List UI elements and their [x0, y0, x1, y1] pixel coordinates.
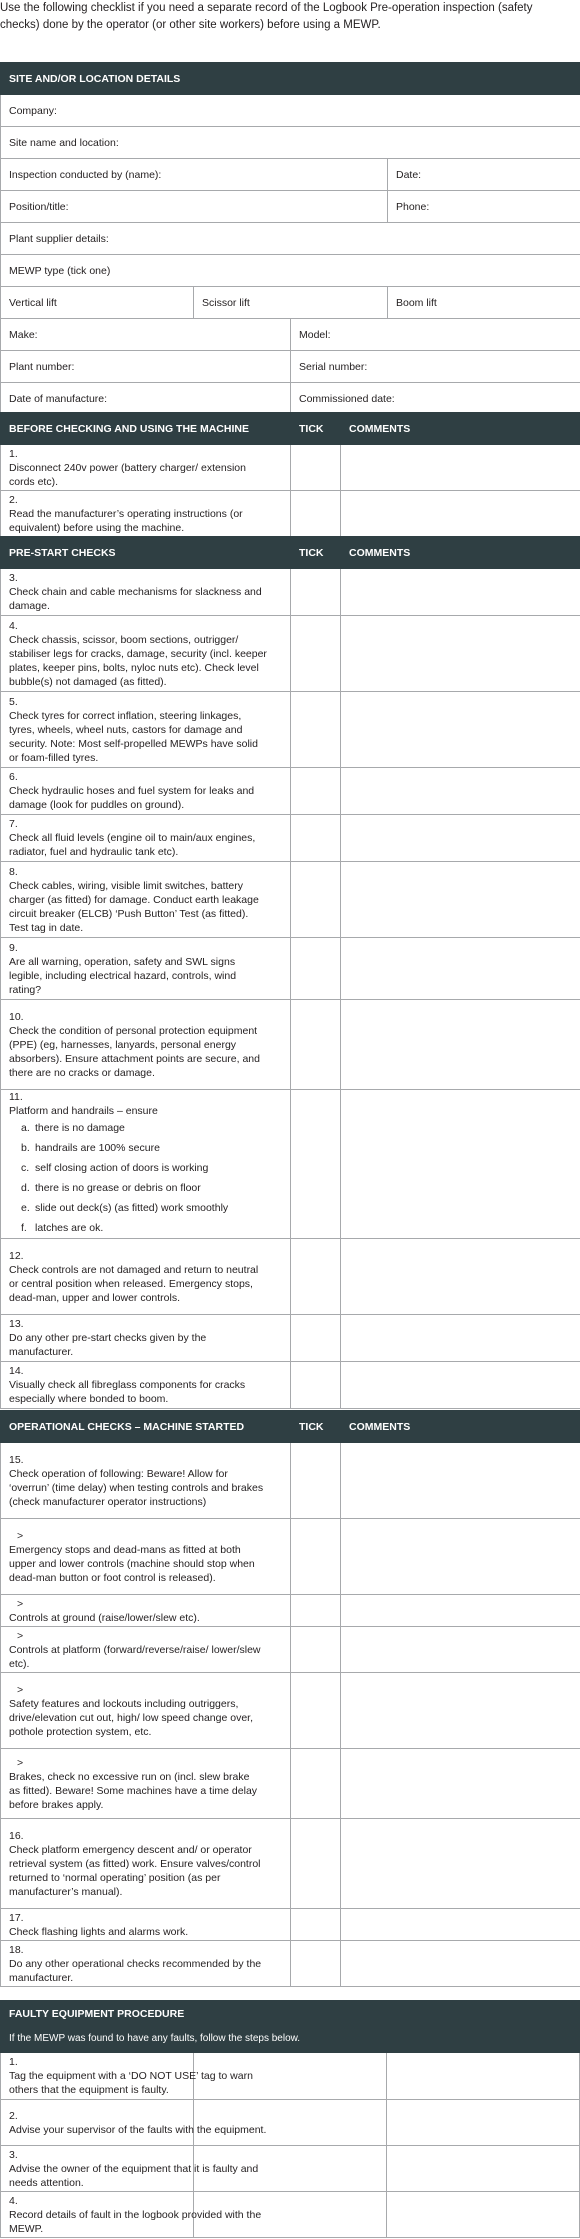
commissioned-date-field[interactable]: Commissioned date: — [291, 383, 580, 415]
faulty-subheader: If the MEWP was found to have any faults, follow the steps below. — [1, 2027, 580, 2053]
checklist-row — [1, 1673, 580, 1749]
checklist-row — [1, 1443, 580, 1519]
company-field[interactable]: Company: — [1, 95, 580, 127]
plant-supplier-field[interactable]: Plant supplier details: — [1, 223, 580, 255]
item-number: 5. — [9, 695, 18, 708]
tick-cell[interactable] — [291, 768, 341, 815]
item-text: Advise the owner of the equipment that it is faulty and needs attention. — [9, 2162, 259, 2189]
comments-cell[interactable] — [341, 445, 580, 491]
checklist-row — [1, 1519, 580, 1595]
operational-table — [0, 1410, 580, 1987]
procedure-row — [1, 2100, 580, 2146]
checklist-row — [1, 1627, 580, 1673]
item-text: Do any other pre-start checks given by the manufacturer. — [9, 1332, 207, 1358]
inspection-by-field[interactable]: Inspection conducted by (name): — [1, 159, 388, 191]
comments-cell[interactable] — [341, 569, 580, 616]
item-number: 18. — [9, 1943, 24, 1956]
item-text: Check controls are not damaged and return to neutral or central position when released. Emergency stops, dead-man, upper and lower controls. — [9, 1263, 259, 1304]
site-details-table — [0, 62, 580, 415]
item-number: 12. — [9, 1249, 24, 1262]
item-text: Safety features and lockouts including outriggers, drive/elevation cut out, high/ low speed change over, pothole protection system, etc. — [9, 1697, 253, 1738]
sublist-item: a. there is no damage — [21, 1122, 125, 1134]
item-text: Advise your supervisor of the faults with the equipment. — [9, 2123, 267, 2136]
sublist-item: d. there is no grease or debris on floor — [21, 1182, 201, 1194]
intro-text: Use the following checklist if you need a separate record of the Logbook Pre-operation inspection (safety checks) done by the operator (or other site workers) before using a MEWP. — [0, 2, 533, 31]
operational-header: OPERATIONAL CHECKS – MACHINE STARTED — [1, 1411, 291, 1443]
checklist-row — [1, 1749, 580, 1819]
tick-cell[interactable] — [291, 692, 341, 768]
plant-number-field[interactable]: Plant number: — [1, 351, 291, 383]
tick-cell[interactable] — [291, 1819, 341, 1909]
comments-cell[interactable] — [341, 1941, 580, 1987]
comments-cell[interactable] — [341, 692, 580, 768]
checklist-row — [1, 445, 580, 491]
before-checking-table — [0, 412, 580, 537]
date-field[interactable]: Date: — [388, 159, 580, 191]
item-text: Check cables, wiring, visible limit switches, battery charger (as fitted) for damage. Conduct earth leakage circuit breaker (ELCB) ‘Push Button’ Test (as fitted). Test tag in date. — [9, 879, 259, 934]
item-number: 3. — [9, 572, 18, 584]
item-text: Platform and handrails – ensure — [9, 1105, 158, 1117]
checklist-row — [1, 569, 580, 616]
item-number: 1. — [9, 2056, 18, 2068]
item-number: 10. — [9, 1010, 24, 1023]
comments-column-header: COMMENTS — [341, 537, 580, 569]
item-number: 16. — [9, 1829, 24, 1842]
checklist-row — [1, 862, 580, 938]
item-number: 7. — [9, 818, 18, 830]
arrow-icon: > — [17, 1529, 24, 1542]
prestart-table — [0, 536, 580, 1409]
comments-cell[interactable] — [341, 1315, 580, 1362]
sublist-item: c. self closing action of doors is working — [21, 1162, 209, 1174]
tick-cell[interactable] — [291, 1519, 341, 1595]
item-number: 2. — [9, 493, 18, 506]
checklist-row — [1, 1315, 580, 1362]
item-text: Record details of fault in the logbook provided with the MEWP. — [9, 2208, 262, 2235]
item-number: 4. — [9, 619, 18, 632]
arrow-icon: > — [17, 1756, 24, 1769]
item-text: Controls at ground (raise/lower/slew etc). — [9, 1611, 200, 1624]
item-text: Do any other operational checks recommended by the manufacturer. — [9, 1957, 262, 1984]
faulty-header: FAULTY EQUIPMENT PROCEDURE — [1, 2001, 580, 2027]
tick-cell[interactable] — [291, 1909, 341, 1941]
item-text: Disconnect 240v power (battery charger/ extension cords etc). — [9, 461, 246, 488]
comments-cell[interactable] — [341, 862, 580, 938]
comments-cell[interactable] — [341, 1090, 580, 1239]
item-number: 6. — [9, 771, 18, 783]
item-text: Check platform emergency descent and/ or operator retrieval system (as fitted) work. Ensure valves/control returned to ‘normal operating’ position (as per manufacturer’s manual). — [9, 1843, 261, 1898]
item-number: 17. — [9, 1911, 24, 1924]
item-number: 4. — [9, 2194, 18, 2207]
tick-cell[interactable] — [291, 1595, 341, 1627]
arrow-icon: > — [17, 1629, 24, 1642]
item-text: Check all fluid levels (engine oil to main/aux engines, radiator, fuel and hydraulic tank etc). — [9, 832, 256, 858]
item-number: 13. — [9, 1318, 24, 1330]
item-text: Emergency stops and dead-mans as fitted at both upper and lower controls (machine should stop when dead-man button or foot control is released). — [9, 1543, 255, 1584]
comments-cell[interactable] — [341, 768, 580, 815]
comments-cell[interactable] — [341, 815, 580, 862]
item-text: Controls at platform (forward/reverse/raise/ lower/slew etc). — [9, 1643, 261, 1670]
mewp-type-label: MEWP type (tick one) — [1, 255, 580, 287]
item-text: Are all warning, operation, safety and SWL signs legible, including electrical hazard, controls, wind rating? — [9, 955, 237, 996]
procedure-row — [1, 2053, 580, 2100]
item-text: Check chain and cable mechanisms for slackness and damage. — [9, 586, 262, 612]
item-text: Brakes, check no excessive run on (incl. slew brake as fitted). Beware! Some machines have a time delay before brakes apply. — [9, 1770, 258, 1811]
comments-cell[interactable] — [341, 1362, 580, 1409]
comments-cell[interactable] — [341, 938, 580, 1000]
item-number: 1. — [9, 447, 18, 460]
tick-cell[interactable] — [291, 491, 341, 537]
comments-cell[interactable] — [387, 2192, 580, 2238]
item-text: Read the manufacturer’s operating instructions (or equivalent) before using the machine. — [9, 507, 243, 534]
comments-cell[interactable] — [341, 1595, 580, 1627]
tick-column-header: TICK — [291, 413, 341, 445]
checklist-row — [1, 1941, 580, 1987]
comments-cell[interactable] — [341, 1239, 580, 1315]
item-number: 8. — [9, 865, 18, 878]
vertical-lift-option[interactable]: Vertical lift — [1, 287, 194, 319]
comments-cell[interactable] — [341, 491, 580, 537]
item-text: Check hydraulic hoses and fuel system for leaks and damage (look for puddles on ground). — [9, 785, 255, 811]
comments-cell[interactable] — [341, 1909, 580, 1941]
before-header: BEFORE CHECKING AND USING THE MACHINE — [1, 413, 291, 445]
item-number: 15. — [9, 1453, 24, 1466]
arrow-icon: > — [17, 1597, 24, 1610]
comments-cell[interactable] — [341, 1673, 580, 1749]
item-number: 2. — [9, 2109, 18, 2122]
item-text: Check chassis, scissor, boom sections, outrigger/ stabiliser legs for cracks, damage, security (incl. keeper plates, keeper pins, bolts, nyloc nuts etc). Check level bubble(s) not damaged (as fitted). — [9, 633, 267, 688]
comments-cell[interactable] — [341, 1749, 580, 1819]
sublist-item: b. handrails are 100% secure — [21, 1142, 160, 1154]
checklist-row — [1, 938, 580, 1000]
item-text: Check tyres for correct inflation, steering linkages, tyres, wheels, wheel nuts, castors for damage and security. Note: Most self-propelled MEWPs have solid or foam-filled tyres. — [9, 709, 258, 764]
position-field[interactable]: Position/title: — [1, 191, 388, 223]
checklist-row — [1, 1000, 580, 1090]
checklist-row — [1, 1909, 580, 1941]
sublist-item: e. slide out deck(s) (as fitted) work smoothly — [21, 1202, 229, 1214]
tick-cell[interactable] — [291, 1315, 341, 1362]
tick-cell[interactable] — [291, 445, 341, 491]
tick-cell[interactable] — [291, 1749, 341, 1819]
comments-cell[interactable] — [341, 616, 580, 692]
tick-cell[interactable] — [291, 1239, 341, 1315]
checklist-row — [1, 1819, 580, 1909]
checklist-row — [1, 768, 580, 815]
item-number: 11. — [9, 1091, 23, 1103]
site-details-header: SITE AND/OR LOCATION DETAILS — [1, 63, 580, 95]
comments-column-header: COMMENTS — [341, 413, 580, 445]
comments-cell[interactable] — [387, 2100, 580, 2146]
faulty-equipment-table — [0, 2000, 580, 2238]
tick-cell[interactable] — [291, 862, 341, 938]
make-field[interactable]: Make: — [1, 319, 291, 351]
tick-cell[interactable] — [291, 1627, 341, 1673]
checklist-row — [1, 491, 580, 537]
tick-cell[interactable] — [291, 1673, 341, 1749]
comments-column-header: COMMENTS — [341, 1411, 580, 1443]
tick-column-header: TICK — [291, 1411, 341, 1443]
procedure-row — [1, 2146, 580, 2192]
item-number: 14. — [9, 1365, 24, 1377]
tick-cell[interactable] — [291, 1090, 341, 1239]
checklist-row — [1, 815, 580, 862]
item-text: Check the condition of personal protection equipment (PPE) (eg, harnesses, lanyards, personal energy absorbers). Ensure attachment points are secure, and there are no cracks or damage. — [9, 1024, 260, 1079]
comments-cell[interactable] — [341, 1819, 580, 1909]
comments-cell[interactable] — [341, 1519, 580, 1595]
item-text: Check flashing lights and alarms work. — [9, 1925, 189, 1938]
item-text: Visually check all fibreglass components for cracks especially where bonded to boom. — [9, 1379, 246, 1405]
tick-column-header: TICK — [291, 537, 341, 569]
serial-number-field[interactable]: Serial number: — [291, 351, 580, 383]
tick-cell[interactable] — [291, 815, 341, 862]
tick-cell[interactable] — [291, 1362, 341, 1409]
arrow-icon: > — [17, 1683, 24, 1696]
tick-cell[interactable] — [291, 569, 341, 616]
checklist-row — [1, 692, 580, 768]
site-name-field[interactable]: Site name and location: — [1, 127, 580, 159]
checklist-row — [1, 1362, 580, 1409]
tick-cell[interactable] — [291, 938, 341, 1000]
item-text: Check operation of following: Beware! Allow for ‘overrun’ (time delay) when testing controls and brakes (check manufacturer operator instructions) — [9, 1467, 264, 1508]
comments-cell[interactable] — [387, 2146, 580, 2192]
checklist-row — [1, 1595, 580, 1627]
prestart-header: PRE-START CHECKS — [1, 537, 291, 569]
scissor-lift-option[interactable]: Scissor lift — [194, 287, 388, 319]
comments-cell[interactable] — [341, 1627, 580, 1673]
boom-lift-option[interactable]: Boom lift — [388, 287, 580, 319]
item-text: Tag the equipment with a ‘DO NOT USE’ tag to warn others that the equipment is faulty. — [9, 2070, 253, 2096]
tick-cell[interactable] — [291, 1443, 341, 1519]
comments-cell[interactable] — [341, 1000, 580, 1090]
checklist-row — [1, 1239, 580, 1315]
model-field[interactable]: Model: — [291, 319, 580, 351]
comments-cell[interactable] — [341, 1443, 580, 1519]
checklist-row — [1, 1090, 580, 1239]
procedure-row — [1, 2192, 580, 2238]
comments-cell[interactable] — [387, 2053, 580, 2100]
date-manufacture-field[interactable]: Date of manufacture: — [1, 383, 291, 415]
tick-cell[interactable] — [291, 1941, 341, 1987]
tick-cell[interactable] — [291, 1000, 341, 1090]
checklist-row — [1, 616, 580, 692]
item-number: 9. — [9, 941, 18, 954]
tick-cell[interactable] — [291, 616, 341, 692]
item-number: 3. — [9, 2148, 18, 2161]
sublist-item: f. latches are ok. — [21, 1222, 104, 1234]
phone-field[interactable]: Phone: — [388, 191, 580, 223]
